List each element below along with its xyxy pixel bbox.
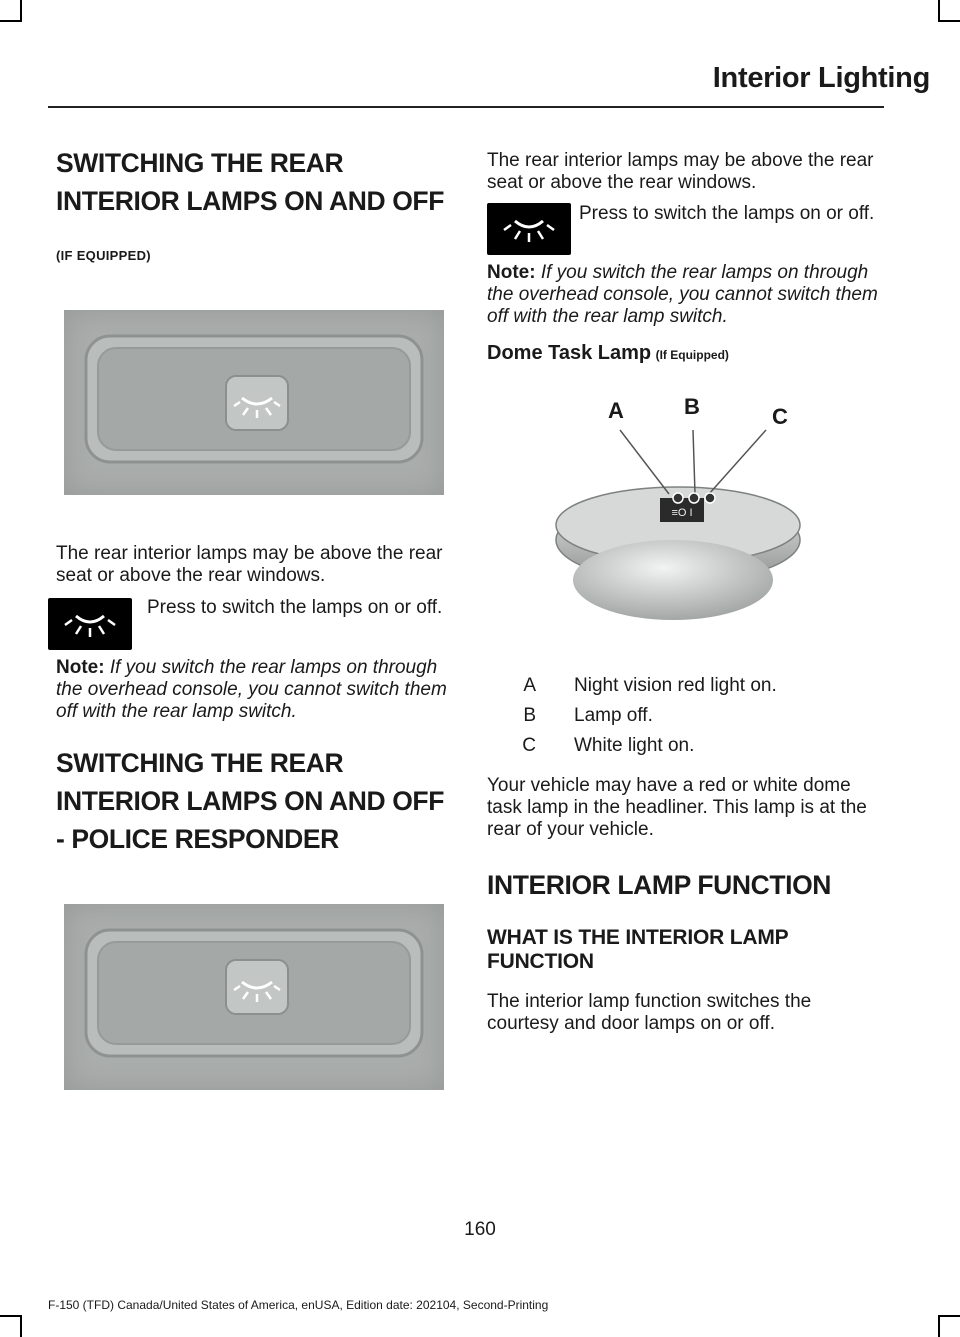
note-label: Note: [487, 262, 536, 283]
left-section1-heading [56, 144, 456, 220]
page-header-title: Interior Lighting [712, 62, 930, 94]
dome-heading-text: Dome Task Lamp [487, 342, 652, 364]
right-note [487, 262, 882, 328]
lamp-switch-icon [48, 598, 132, 650]
crop-mark [20, 1315, 22, 1337]
dome-heading-small: (If Equipped) [655, 348, 729, 362]
right-para1: The rear interior lamps may be above the rear seat or above the rear windows. [487, 150, 874, 193]
crop-mark [20, 0, 22, 22]
crop-mark [938, 20, 960, 22]
crop-mark [938, 1315, 940, 1337]
heading-line: SWITCHING THE REAR [56, 148, 344, 178]
lamp-switch-icon [487, 203, 571, 255]
legend-letter: C [522, 735, 536, 756]
heading-line: WHAT IS THE INTERIOR LAMP [487, 926, 789, 949]
left-note [56, 657, 448, 723]
callout-c: C [772, 404, 788, 429]
what-is-interior-lamp-heading [487, 926, 887, 974]
right-para3: The interior lamp function switches the courtesy and door lamps on or off. [487, 991, 812, 1034]
console-illustration [64, 310, 444, 495]
legend-letter: B [523, 705, 536, 726]
heading-line: INTERIOR LAMPS ON AND OFF [56, 186, 444, 216]
dome-task-lamp-heading [487, 342, 729, 365]
legend-text: Lamp off. [574, 705, 653, 726]
heading-line: SWITCHING THE REAR [56, 748, 344, 778]
rear-lamp-console-image [64, 310, 444, 495]
page-number: 160 [464, 1219, 496, 1240]
header-rule [48, 106, 884, 108]
legend-text: White light on. [574, 735, 695, 756]
legend-text: Night vision red light on. [574, 675, 777, 696]
right-para2: Your vehicle may have a red or white dome task lamp in the headliner. This lamp is at the rear of your vehicle. [487, 775, 867, 840]
heading-line: INTERIOR LAMPS ON AND OFF [56, 786, 444, 816]
left-icon-text: Press to switch the lamps on or off. [147, 597, 443, 618]
crop-mark [0, 20, 22, 22]
dome-task-lamp-image [548, 390, 808, 630]
note-label: Note: [56, 657, 105, 678]
heading-line: FUNCTION [487, 950, 594, 973]
svg-text:≡O I: ≡O I [671, 507, 693, 519]
callout-a: A [608, 398, 624, 423]
police-rear-lamp-console-image [64, 904, 444, 1090]
crop-mark [0, 1315, 22, 1317]
left-section1-subheading: (IF EQUIPPED) [56, 248, 151, 263]
note-text: If you switch the rear lamps on through the overhead console, you cannot switch them off with the rear lamp switch. [487, 262, 878, 327]
crop-mark [938, 0, 940, 22]
heading-line: - POLICE RESPONDER [56, 824, 339, 854]
crop-mark [938, 1315, 960, 1317]
right-icon-text: Press to switch the lamps on or off. [579, 203, 875, 224]
left-section2-heading [56, 744, 456, 858]
left-para1: The rear interior lamps may be above the rear seat or above the rear windows. [56, 543, 443, 586]
callout-b: B [684, 394, 700, 419]
interior-lamp-function-heading: INTERIOR LAMP FUNCTION [487, 870, 832, 900]
console-illustration [64, 904, 444, 1090]
legend-letter: A [523, 675, 536, 696]
edition-info: F-150 (TFD) Canada/United States of America, enUSA, Edition date: 202104, Second-Printing [48, 1298, 549, 1312]
note-text: If you switch the rear lamps on through the overhead console, you cannot switch them off with the rear lamp switch. [56, 657, 447, 722]
